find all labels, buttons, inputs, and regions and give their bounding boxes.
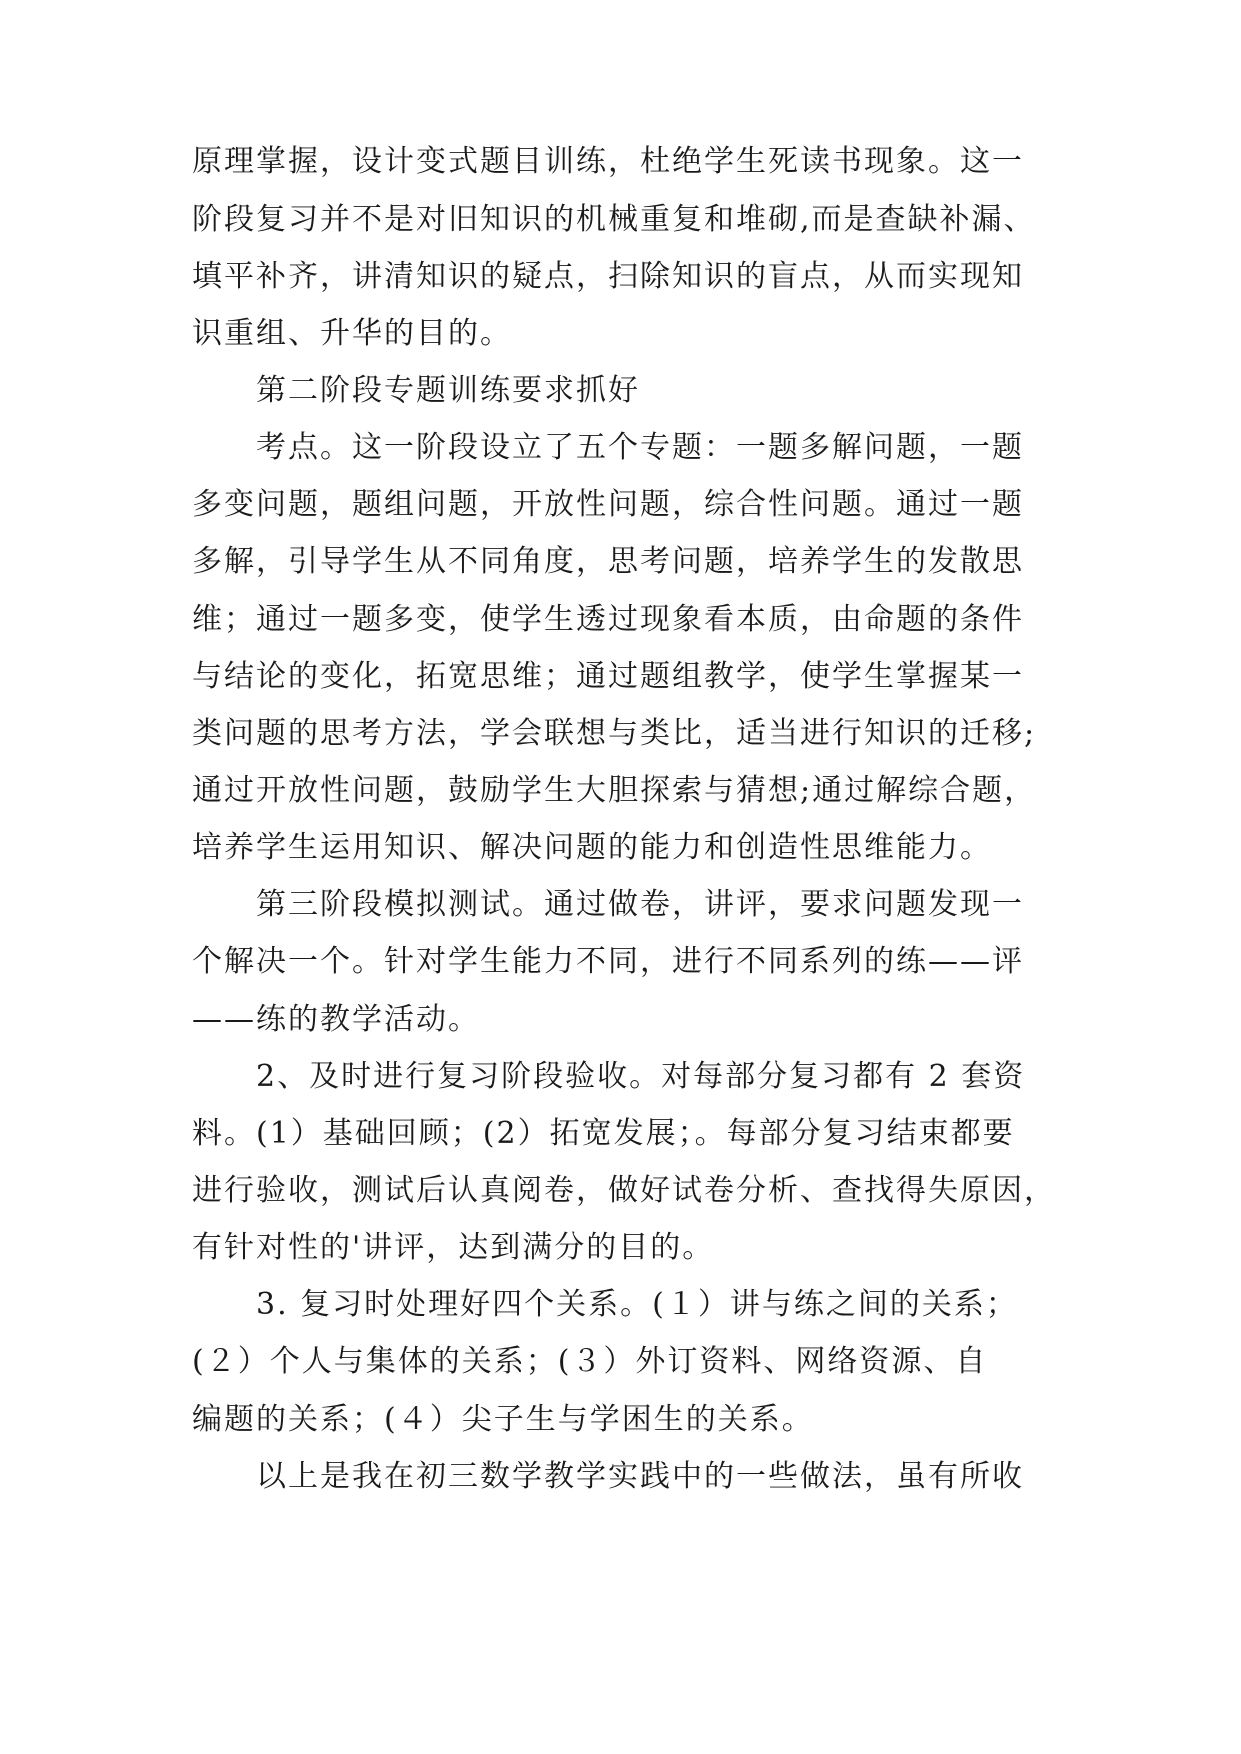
paragraph-line: 料。(1）基础回顾；(2）拓宽发展；。每部分复习结束都要 [192, 1116, 1015, 1151]
section-heading: 第二阶段专题训练要求抓好 [256, 373, 640, 408]
paragraph-line: 类问题的思考方法，学会联想与类比，适当进行知识的迁移; [192, 716, 1037, 751]
paragraph-line: 多解，引导学生从不同角度，思考问题，培养学生的发散思 [192, 544, 1024, 579]
paragraph-line: 考点。这一阶段设立了五个专题：一题多解问题，一题 [256, 430, 1024, 465]
paragraph-line: 个解决一个。针对学生能力不同，进行不同系列的练——评 [192, 944, 1024, 979]
paragraph-line: 多变问题，题组问题，开放性问题，综合性问题。通过一题 [192, 487, 1024, 522]
paragraph-line: 阶段复习并不是对旧知识的机械重复和堆砌,而是查缺补漏、 [192, 202, 1036, 237]
paragraph-line: 有针对性的'讲评，达到满分的目的。 [192, 1230, 715, 1265]
paragraph-line: 通过开放性问题，鼓励学生大胆探索与猜想;通过解综合题， [192, 773, 1037, 808]
paragraph-line: 维；通过一题多变，使学生透过现象看本质，由命题的条件 [192, 602, 1024, 637]
paragraph-line: 填平补齐，讲清知识的疑点，扫除知识的盲点，从而实现知 [192, 259, 1024, 294]
paragraph-line: 编题的关系；(４）尖子生与学困生的关系。 [192, 1402, 814, 1437]
paragraph-line: 识重组、升华的目的。 [192, 316, 512, 351]
paragraph-line: ——练的教学活动。 [192, 1002, 480, 1037]
paragraph-line: (２）个人与集体的关系；(３）外订资料、网络资源、自 [192, 1344, 988, 1379]
paragraph-line: 2、及时进行复习阶段验收。对每部分复习都有 2 套资 [256, 1059, 1026, 1094]
paragraph-line: 与结论的变化，拓宽思维；通过题组教学，使学生掌握某一 [192, 659, 1024, 694]
paragraph-line: 第三阶段模拟测试。通过做卷，讲评，要求问题发现一 [256, 887, 1024, 922]
paragraph-line: 3. 复习时处理好四个关系。(１）讲与练之间的关系； [256, 1287, 1018, 1322]
paragraph-line: 培养学生运用知识、解决问题的能力和创造性思维能力。 [192, 830, 992, 865]
paragraph-line: 原理掌握，设计变式题目训练，杜绝学生死读书现象。这一 [192, 144, 1024, 179]
paragraph-line: 进行验收，测试后认真阅卷，做好试卷分析、查找得失原因， [192, 1173, 1056, 1208]
paragraph-line: 以上是我在初三数学教学实践中的一些做法，虽有所收 [256, 1459, 1024, 1494]
